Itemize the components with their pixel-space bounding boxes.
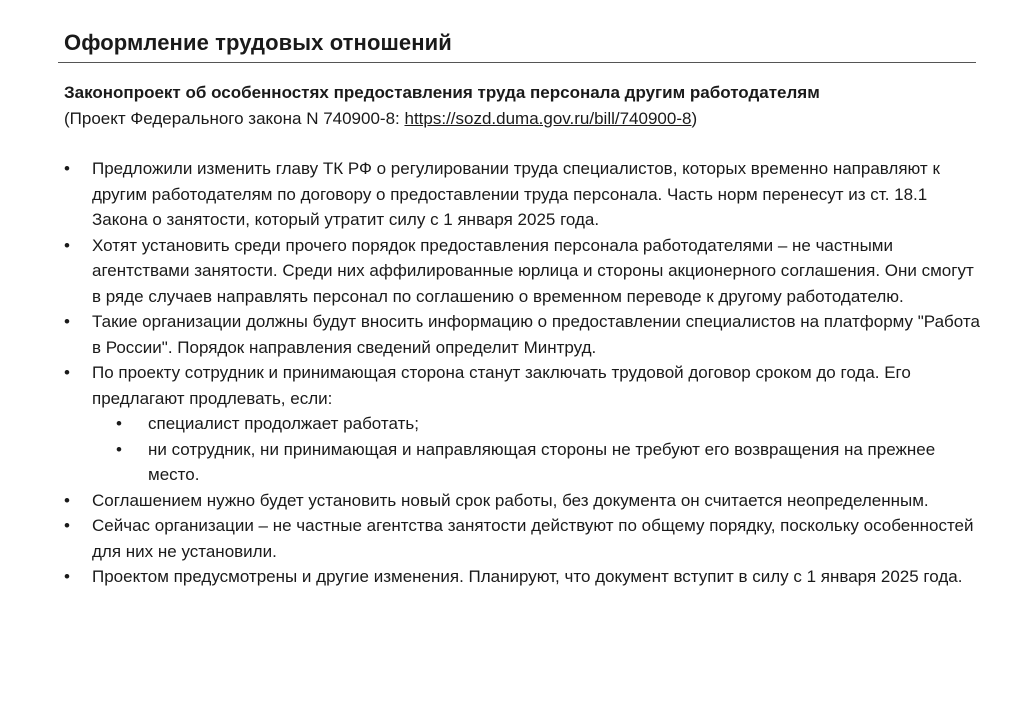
sub-list-item-text: специалист продолжает работать; [148, 414, 419, 433]
bullet-icon: • [116, 414, 122, 433]
bullet-icon: • [64, 159, 70, 178]
list-item [64, 564, 984, 590]
list-item-text: Соглашением нужно будет установить новый срок работы, без документа он считается неопределенным. [92, 490, 929, 510]
bullet-icon: • [64, 235, 70, 255]
project-suffix: ) [691, 108, 698, 128]
list-item-text: Такие организации должны будут вносить информацию о предоставлении специалистов на платформу "Работа в России". Порядок направления сведений определит Минтруд. [92, 312, 980, 357]
list-item-text: Предложили изменить главу ТК РФ о регулировании труда специалистов, которых временно направляют к другим работодателям по договору о предоставлении труда персонала. Часть норм перенесут из ст. 18.1 Закона о занятости, который утратит силу с 1 января 2025 года. [92, 159, 940, 229]
list-item [64, 309, 984, 360]
list-item [64, 156, 984, 233]
list-item [64, 488, 984, 514]
list-item-text: Хотят установить среди прочего порядок предоставления персонала работодателями – не частными агентствами занятости. Среди них аффилированные юрлица и стороны акционерного соглашения. Они смогут в ряде случаев направлять персонал по соглашению о временном переводе к другому работодателю. [92, 235, 974, 306]
list-item [64, 233, 984, 310]
bullet-icon: • [64, 516, 70, 535]
slide-body [64, 80, 984, 590]
bullet-icon: • [116, 439, 122, 459]
list-item-text: Сейчас организации – не частные агентства занятости действуют по общему порядку, поскольку особенностей для них не установили. [92, 516, 974, 561]
project-prefix: (Проект Федерального закона N 740900-8: [64, 108, 405, 128]
bullet-icon: • [64, 363, 70, 382]
project-reference [64, 106, 984, 132]
sub-list-item-text: ни сотрудник, ни принимающая и направляющая стороны не требуют его возвращения на прежнее место. [148, 439, 936, 484]
list-item [64, 360, 984, 488]
subtitle: Законопроект об особенностях предоставления труда персонала другим работодателям [64, 83, 820, 102]
list-item-text: Проектом предусмотрены и другие изменения. Планируют, что документ вступит в силу с 1 января 2025 года. [92, 567, 963, 586]
list-item [64, 513, 984, 564]
sub-bullet-list [92, 411, 984, 488]
sub-list-item [92, 437, 984, 488]
bullet-icon: • [64, 567, 70, 586]
title-divider [58, 62, 976, 63]
list-item-text: По проекту сотрудник и принимающая сторона станут заключать трудовой договор сроком до года. Его предлагают продлевать, если: [92, 363, 911, 408]
bullet-icon: • [64, 490, 70, 510]
bill-link[interactable]: https://sozd.duma.gov.ru/bill/740900-8 [404, 108, 692, 128]
page-title: Оформление трудовых отношений [64, 30, 452, 55]
bullet-list [64, 156, 984, 590]
sub-list-item [92, 411, 984, 437]
bullet-icon: • [64, 312, 70, 331]
